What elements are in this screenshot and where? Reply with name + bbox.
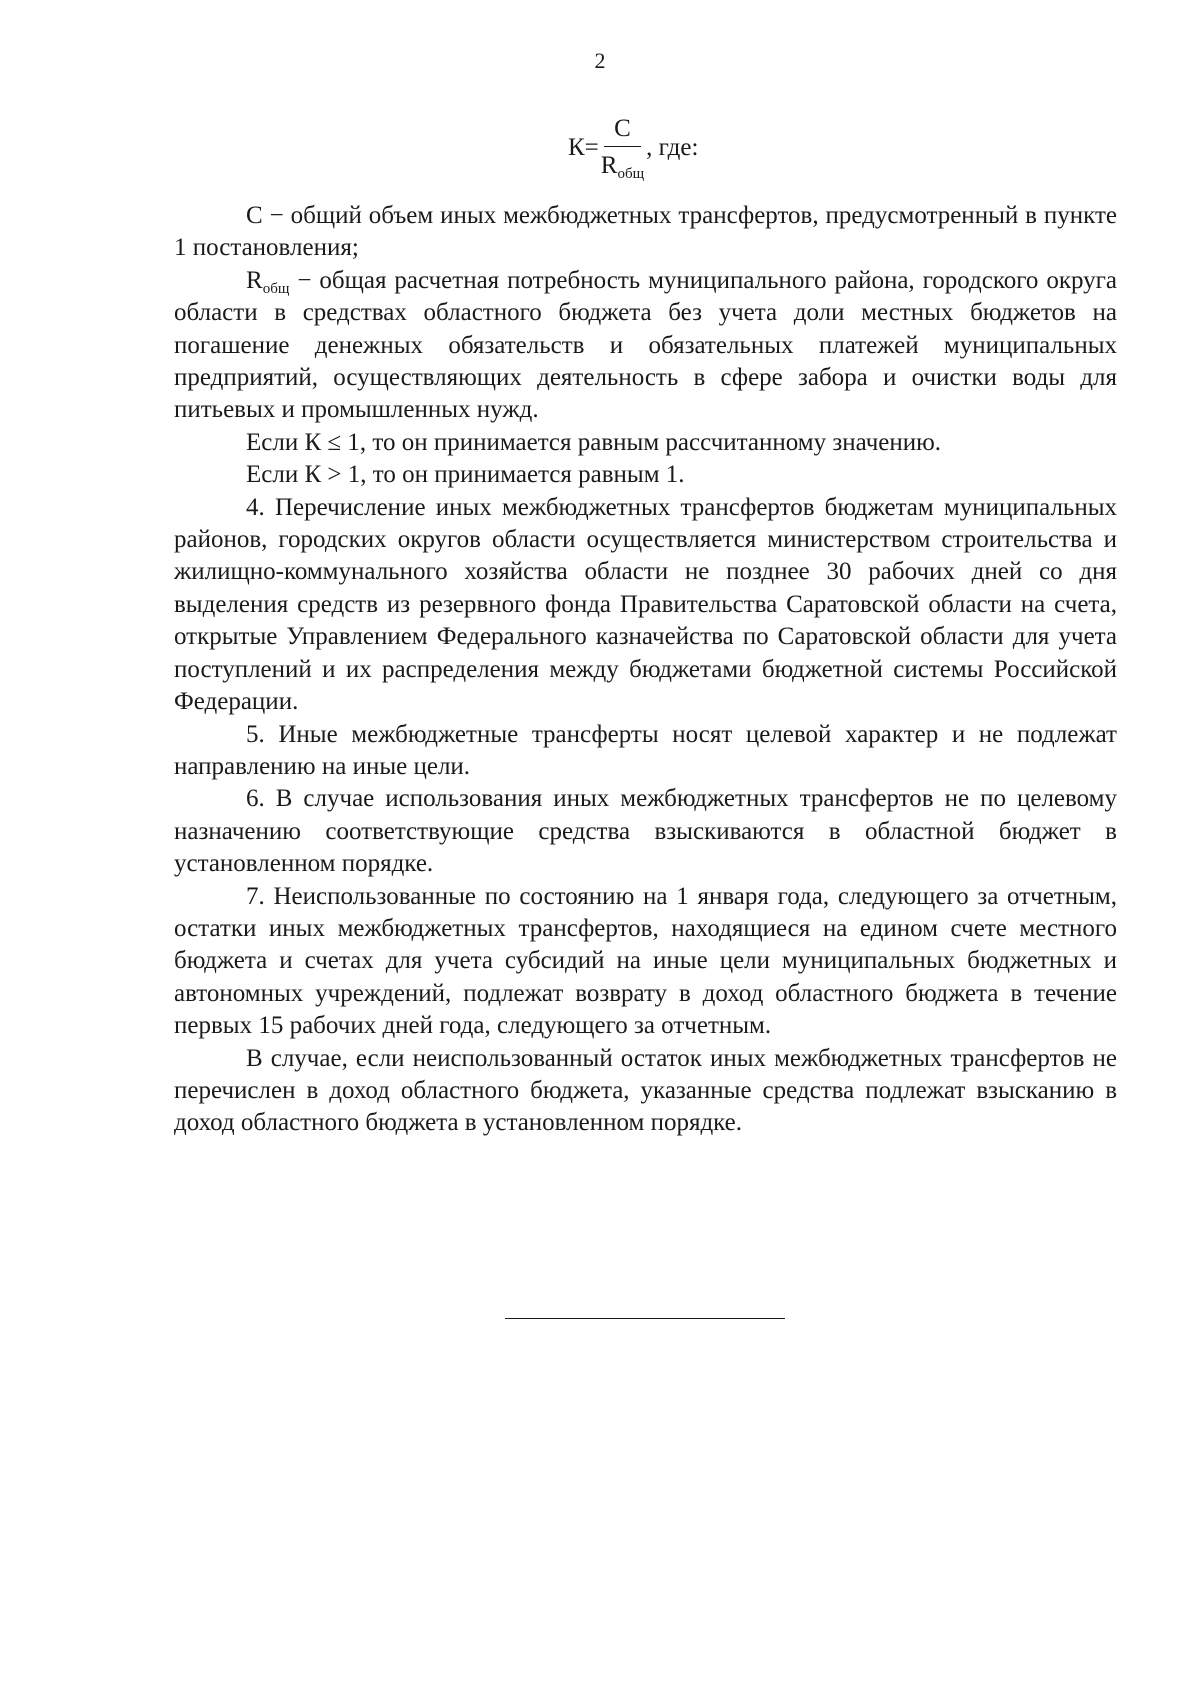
r-symbol: R bbox=[246, 266, 263, 294]
paragraph-item-4: 4. Перечисление иных межбюджетных трансфертов бюджетам муниципальных районов, городских округов области осуществляется министерством строительства и жилищно-коммунального хозяйства области не позднее 30 рабочих дней со дня выделения средств из резервного фонда Правительства Саратовской области на счета, открытые Управлением Федерального казначейства по Саратовской области для учета поступлений и их распределения между бюджетами бюджетной системы Российской Федерации. bbox=[174, 493, 1117, 716]
paragraph-item-6: 6. В случае использования иных межбюджетных трансфертов не по целевому назначению соответствующие средства взыскиваются в областной бюджет в установленном порядке. bbox=[174, 785, 1117, 878]
end-divider bbox=[505, 1318, 785, 1319]
formula-numerator: С bbox=[604, 114, 641, 147]
paragraph-item-7: 7. Неиспользованные по состоянию на 1 января года, следующего за отчетным, остатки иных межбюджетных трансфертов, находящиеся на едином счете местного бюджета и счетах для учета субсидий на иные цели муниципальных бюджетных и автономных учреждений, подлежат возврату в доход областного бюджета в течение первых 15 рабочих дней года, следующего за отчетным. bbox=[174, 882, 1117, 1040]
formula-denominator bbox=[601, 147, 644, 183]
paragraph-item-5: 5. Иные межбюджетные трансферты носят целевой характер и не подлежат направлению на иные цели. bbox=[174, 720, 1117, 780]
formula-denominator-sub: общ bbox=[617, 165, 645, 182]
paragraph-r-definition: $R_{общ}$ − общая расчетная потребность муниципального района, городского округа области в средствах областного бюджета без учета доли местных бюджетов на погашение денежных обязательств и обязательных платежей муниципальных предприятий, осуществляющих деятельность в сфере забора и очистки воды для питьевых и промышленных нужд. bbox=[174, 266, 1117, 424]
paragraph-remainder: В случае, если неиспользованный остаток иных межбюджетных трансфертов не перечислен в доход областного бюджета, указанные средства подлежат взысканию в доход областного бюджета в установленном порядке. bbox=[174, 1044, 1117, 1137]
formula-fraction bbox=[601, 114, 644, 183]
paragraph-k-gt-1: Если К > 1, то он принимается равным 1. bbox=[246, 461, 685, 489]
formula-lhs: К= bbox=[568, 134, 599, 161]
r-subscript: общ bbox=[262, 280, 290, 297]
paragraph-c-definition: С − общий объем иных межбюджетных трансфертов, предусмотренный в пункте 1 постановления; bbox=[174, 202, 1117, 262]
paragraph-k-le-1: Если К ≤ 1, то он принимается равным рассчитанному значению. bbox=[246, 428, 942, 456]
formula-denominator-base: R bbox=[600, 151, 618, 179]
formula-suffix: , где: bbox=[646, 134, 699, 161]
page-number: 2 bbox=[594, 48, 606, 73]
body-text bbox=[174, 200, 1117, 1140]
formula bbox=[568, 110, 698, 186]
